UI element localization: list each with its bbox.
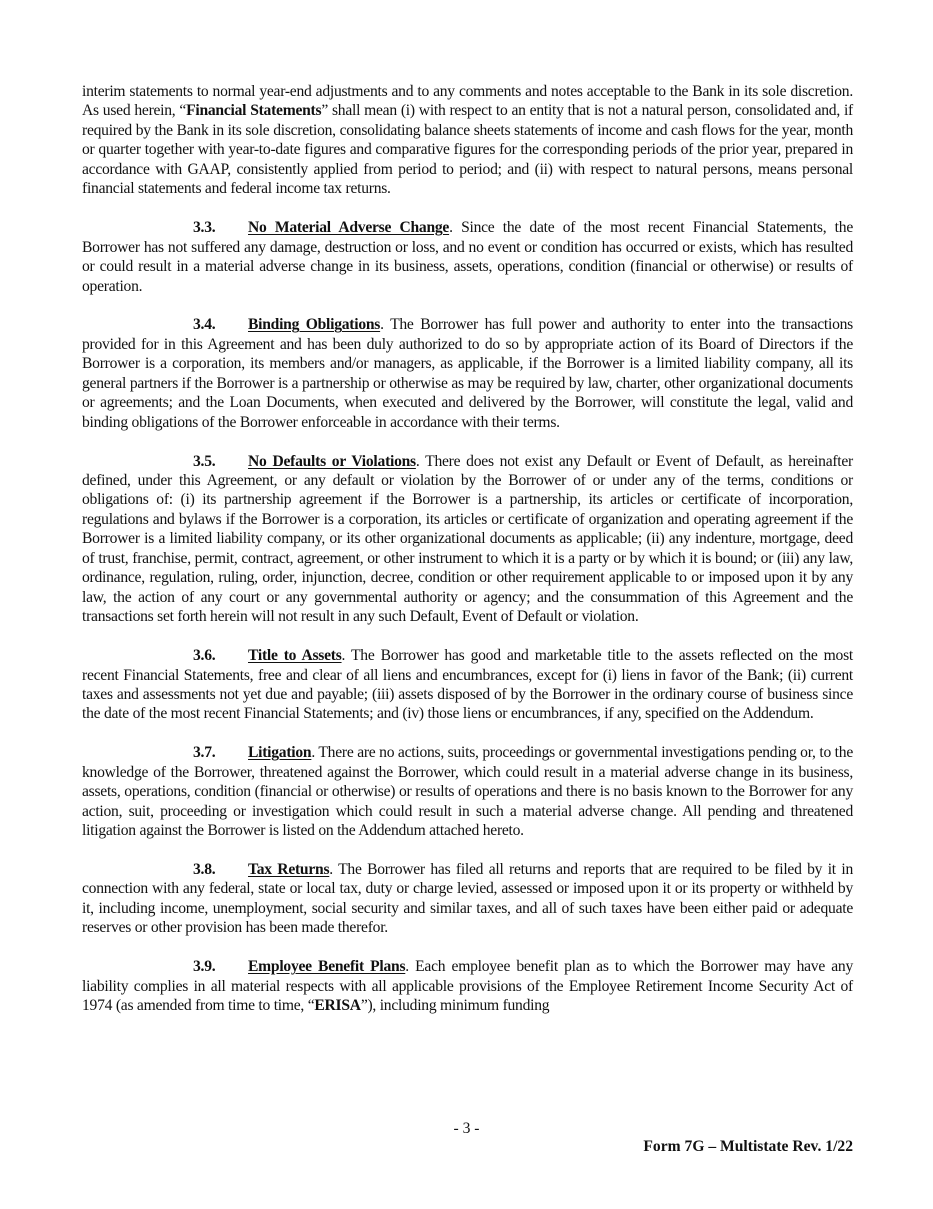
section-body: . The Borrower has good and marketable title to the assets reflected on the most recent Financial Statements, free and clear of all liens and encumbrances, except for (i) liens in favor of the Bank; (ii) current taxes and assessments not yet due and payable; (iii) assets disposed of by the Borrower in the ordinary course of business since the date of the most recent Financial Statements; and (iv) those liens or encumbrances, if any, specified on the Addendum. xyxy=(82,647,854,723)
section-heading: No Defaults or Violations xyxy=(248,452,416,470)
section-3-9: 3.9. Employee Benefit Plans. Each employee benefit plan as to which the Borrower may have any liability complies in all material respects with all applicable provisions of the Employee Retirement Income Security Act of 1974 (as amended from time to time, “ERISA”), including minimum funding xyxy=(82,958,853,1015)
section-3-6 xyxy=(82,646,853,724)
section-number: 3.8. xyxy=(193,861,216,879)
section-body: . Since the date of the most recent Financial Statements, the Borrower has not suffered any damage, destruction or loss, and no event or condition has occurred or exists, which has resulted or could result in a material adverse change in its business, assets, operations, condition (financial or otherwise) or results of operation. xyxy=(82,219,853,295)
section-number: 3.6. xyxy=(193,647,216,665)
intro-paragraph: interim statements to normal year-end adjustments and to any comments and notes acceptable to the Bank in its sole discretion. As used herein, “Financial Statements” shall mean (i) with respect to an entity that is not a natural person, consolidated and, if required by the Bank in its sole discretion, consolidating balance sheets statements of income and cash flows for the year, month or quarter together with year-to-date figures and comparative figures for the corresponding periods of the prior year, prepared in accordance with GAAP, consistently applied from period to period; and (ii) with respect to natural persons, means personal financial statements and federal income tax returns. xyxy=(82,83,853,198)
section-heading: Employee Benefit Plans xyxy=(248,958,406,976)
section-body: . The Borrower has full power and authority to enter into the transactions provided for in this Agreement and has been duly authorized to do so by appropriate action of its Board of Directors if the Borrower is a corporation, its members and/or managers, as applicable, if the Borrower is a limited liability company, all its general partners if the Borrower is a partnership or otherwise as may be required by law, charter, other organizational documents or agreements; and the Loan Documents, when executed and delivered by the Borrower, will constitute the legal, valid and binding obligations of the Borrower enforceable in accordance with their terms. xyxy=(82,316,853,431)
section-3-4 xyxy=(82,315,853,432)
page-number: - 3 - xyxy=(453,1120,480,1137)
document-page xyxy=(82,82,853,1035)
section-number: 3.5. xyxy=(193,452,216,470)
section-body: . The Borrower has filed all returns and reports that are required to be filed by it in connection with any federal, state or local tax, duty or charge levied, assessed or imposed upon it or its property or withheld by it, including income, unemployment, social security and similar taxes, and all of such taxes have been either paid or adequate reserves or other provision has been made therefor. xyxy=(82,861,853,937)
section-heading: Title to Assets xyxy=(248,647,342,665)
section-number: 3.7. xyxy=(193,744,216,762)
section-3-3 xyxy=(82,218,853,296)
defined-term-financial-statements: Financial Statements xyxy=(186,102,322,120)
section-heading: Tax Returns xyxy=(248,861,330,879)
section-heading: No Material Adverse Change xyxy=(248,219,450,237)
section-3-8 xyxy=(82,860,853,938)
section-3-7 xyxy=(82,743,853,840)
section-3-5 xyxy=(82,452,853,627)
section-body: . There are no actions, suits, proceedings or governmental investigations pending or, to the knowledge of the Borrower, threatened against the Borrower, which could result in a material adverse change in its business, assets, operations, condition (financial or otherwise) or results of operations and there is no basis known to the Borrower for any action, suit, proceeding or investigation which could result in such a material adverse change. All pending and threatened litigation against the Borrower is listed on the Addendum attached hereto. xyxy=(82,744,853,840)
section-body: . There does not exist any Default or Event of Default, as hereinafter defined, under this Agreement, or any default or violation by the Borrower of or under any of the terms, conditions or obligations of: (i) its partnership agreement if the Borrower is a partnership, its articles or certificate of incorporation, regulations and bylaws if the Borrower is a corporation, its articles or certificate of organization and operating agreement if the Borrower is a limited liability company, or its other organizational documents as applicable; (ii) any indenture, mortgage, deed of trust, franchise, permit, contract, agreement, or other instrument to which it is a party or by which it is bound; or (iii) any law, ordinance, regulation, ruling, order, injunction, decree, condition or other requirement applicable to or imposed upon it by any law, the action of any court or any governmental authority or agency; and the consummation of this Agreement and the transactions set forth herein will not result in any such Default, Event of Default or violation. xyxy=(82,452,854,626)
defined-term-erisa: ERISA xyxy=(314,997,361,1015)
section-heading: Litigation xyxy=(248,744,312,762)
section-heading: Binding Obligations xyxy=(248,316,381,334)
section-number: 3.9. xyxy=(193,958,216,976)
form-identifier: Form 7G – Multistate Rev. 1/22 xyxy=(643,1138,853,1155)
section-number: 3.3. xyxy=(193,219,216,237)
section-number: 3.4. xyxy=(193,316,216,334)
